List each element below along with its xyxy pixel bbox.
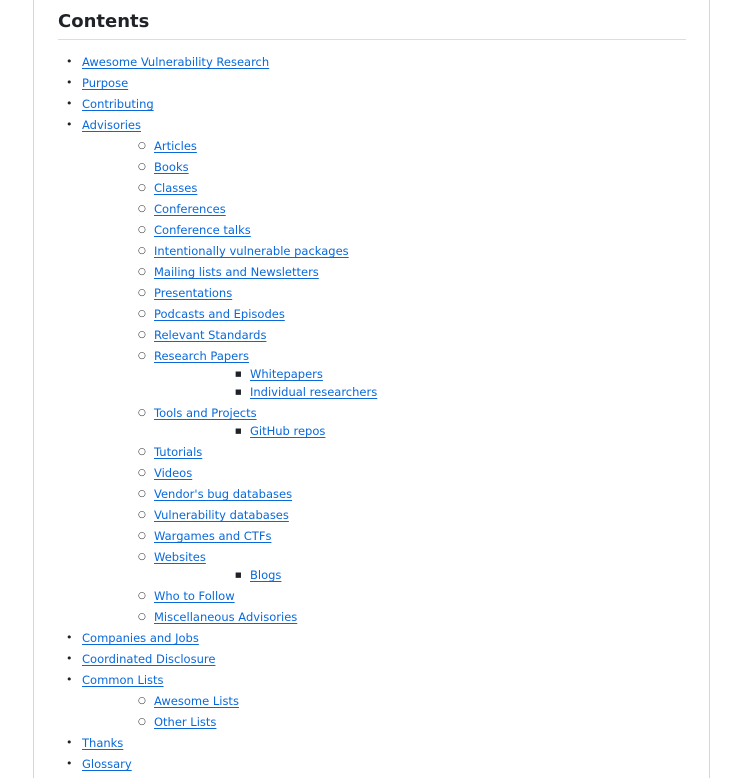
- toc-link-conferences[interactable]: Conferences: [154, 202, 226, 216]
- bullet-marker: ○: [138, 591, 146, 601]
- bullet-marker: •: [66, 118, 73, 131]
- bullet-marker: •: [66, 631, 73, 644]
- toc-link-research-papers[interactable]: Research Papers: [154, 349, 249, 363]
- toc-item-vendor-s-bug-databases: [82, 485, 377, 503]
- toc-sublist: [154, 566, 377, 584]
- bullet-marker: ■: [235, 370, 242, 378]
- toc-item-awesome-lists: [82, 692, 377, 710]
- bullet-marker: ○: [138, 288, 146, 298]
- bullet-marker: ○: [138, 489, 146, 499]
- bullet-marker: ○: [138, 351, 146, 361]
- toc-item-who-to-follow: [82, 587, 377, 605]
- bullet-marker: ○: [138, 717, 146, 727]
- toc-item-wargames-and-ctfs: [82, 527, 377, 545]
- bullet-marker: •: [66, 97, 73, 110]
- bullet-marker: •: [66, 76, 73, 89]
- toc-item-common-lists: [34, 671, 377, 731]
- toc-item-coordinated-disclosure: [34, 650, 377, 668]
- bullet-marker: ○: [138, 531, 146, 541]
- toc-link-common-lists[interactable]: Common Lists: [82, 673, 164, 687]
- bullet-marker: ■: [235, 571, 242, 579]
- toc-item-awesome-vulnerability-research: [34, 53, 377, 71]
- bullet-marker: ○: [138, 183, 146, 193]
- toc-link-presentations[interactable]: Presentations: [154, 286, 233, 300]
- toc-item-vulnerability-databases: [82, 506, 377, 524]
- toc-link-tools-and-projects[interactable]: Tools and Projects: [154, 406, 257, 420]
- toc-link-other-lists[interactable]: Other Lists: [154, 715, 217, 729]
- toc-link-conference-talks[interactable]: Conference talks: [154, 223, 251, 237]
- toc-link-whitepapers[interactable]: Whitepapers: [250, 367, 323, 381]
- bullet-marker: ○: [138, 696, 146, 706]
- toc-item-purpose: [34, 74, 377, 92]
- toc-link-tutorials[interactable]: Tutorials: [154, 445, 203, 459]
- toc-link-podcasts-and-episodes[interactable]: Podcasts and Episodes: [154, 307, 285, 321]
- bullet-marker: ■: [235, 427, 242, 435]
- toc-item-individual-researchers: [154, 383, 377, 401]
- toc-link-who-to-follow[interactable]: Who to Follow: [154, 589, 235, 603]
- toc-link-vendor-s-bug-databases[interactable]: Vendor's bug databases: [154, 487, 293, 501]
- toc-item-tools-and-projects: [82, 404, 377, 440]
- toc-link-coordinated-disclosure[interactable]: Coordinated Disclosure: [82, 652, 216, 666]
- toc-link-glossary[interactable]: Glossary: [82, 757, 132, 771]
- toc-link-relevant-standards[interactable]: Relevant Standards: [154, 328, 267, 342]
- toc-link-intentionally-vulnerable-packages[interactable]: Intentionally vulnerable packages: [154, 244, 349, 258]
- toc-link-websites[interactable]: Websites: [154, 550, 206, 564]
- toc-link-awesome-lists[interactable]: Awesome Lists: [154, 694, 239, 708]
- toc-item-conference-talks: [82, 221, 377, 239]
- bullet-marker: ○: [138, 246, 146, 256]
- bullet-marker: •: [66, 757, 73, 770]
- bullet-marker: ○: [138, 330, 146, 340]
- toc-item-presentations: [82, 284, 377, 302]
- toc-item-mailing-lists-and-newsletters: [82, 263, 377, 281]
- toc-link-github-repos[interactable]: GitHub repos: [250, 424, 326, 438]
- heading-divider: [58, 39, 686, 40]
- toc-item-glossary: [34, 755, 377, 773]
- table-of-contents: [34, 50, 377, 773]
- toc-link-contributing[interactable]: Contributing: [82, 97, 154, 111]
- bullet-marker: •: [66, 736, 73, 749]
- toc-item-miscellaneous-advisories: [82, 608, 377, 626]
- toc-sublist: [82, 137, 377, 626]
- toc-item-videos: [82, 464, 377, 482]
- toc-link-companies-and-jobs[interactable]: Companies and Jobs: [82, 631, 199, 645]
- toc-item-whitepapers: [154, 365, 377, 383]
- toc-item-websites: [82, 548, 377, 584]
- bullet-marker: ○: [138, 225, 146, 235]
- toc-link-miscellaneous-advisories[interactable]: Miscellaneous Advisories: [154, 610, 298, 624]
- toc-item-books: [82, 158, 377, 176]
- toc-link-mailing-lists-and-newsletters[interactable]: Mailing lists and Newsletters: [154, 265, 319, 279]
- bullet-marker: ○: [138, 309, 146, 319]
- toc-item-advisories: [34, 116, 377, 626]
- toc-sublist: [154, 365, 377, 401]
- toc-item-relevant-standards: [82, 326, 377, 344]
- toc-item-contributing: [34, 95, 377, 113]
- toc-item-github-repos: [154, 422, 377, 440]
- toc-item-research-papers: [82, 347, 377, 401]
- toc-item-conferences: [82, 200, 377, 218]
- bullet-marker: ○: [138, 447, 146, 457]
- toc-link-individual-researchers[interactable]: Individual researchers: [250, 385, 378, 399]
- bullet-marker: ○: [138, 468, 146, 478]
- toc-link-purpose[interactable]: Purpose: [82, 76, 129, 90]
- toc-item-companies-and-jobs: [34, 629, 377, 647]
- bullet-marker: ○: [138, 408, 146, 418]
- toc-sublist: [154, 422, 377, 440]
- bullet-marker: ○: [138, 204, 146, 214]
- toc-item-thanks: [34, 734, 377, 752]
- toc-link-blogs[interactable]: Blogs: [250, 568, 282, 582]
- toc-item-tutorials: [82, 443, 377, 461]
- bullet-marker: ○: [138, 510, 146, 520]
- toc-link-books[interactable]: Books: [154, 160, 189, 174]
- bullet-marker: ○: [138, 612, 146, 622]
- readme-panel: [33, 0, 710, 778]
- contents-heading: Contents: [58, 11, 150, 32]
- bullet-marker: •: [66, 673, 73, 686]
- bullet-marker: ○: [138, 162, 146, 172]
- toc-item-articles: [82, 137, 377, 155]
- toc-item-podcasts-and-episodes: [82, 305, 377, 323]
- toc-item-classes: [82, 179, 377, 197]
- bullet-marker: ■: [235, 388, 242, 396]
- toc-item-intentionally-vulnerable-packages: [82, 242, 377, 260]
- bullet-marker: ○: [138, 267, 146, 277]
- toc-sublist: [82, 692, 377, 731]
- bullet-marker: ○: [138, 552, 146, 562]
- bullet-marker: ○: [138, 141, 146, 151]
- toc-link-awesome-vulnerability-research[interactable]: Awesome Vulnerability Research: [82, 55, 270, 69]
- toc-link-thanks[interactable]: Thanks: [82, 736, 124, 750]
- toc-link-wargames-and-ctfs[interactable]: Wargames and CTFs: [154, 529, 272, 543]
- toc-link-videos[interactable]: Videos: [154, 466, 193, 480]
- toc-link-vulnerability-databases[interactable]: Vulnerability databases: [154, 508, 289, 522]
- bullet-marker: •: [66, 652, 73, 665]
- toc-link-advisories[interactable]: Advisories: [82, 118, 141, 132]
- toc-item-blogs: [154, 566, 377, 584]
- toc-link-articles[interactable]: Articles: [154, 139, 197, 153]
- toc-item-other-lists: [82, 713, 377, 731]
- bullet-marker: •: [66, 55, 73, 68]
- toc-link-classes[interactable]: Classes: [154, 181, 198, 195]
